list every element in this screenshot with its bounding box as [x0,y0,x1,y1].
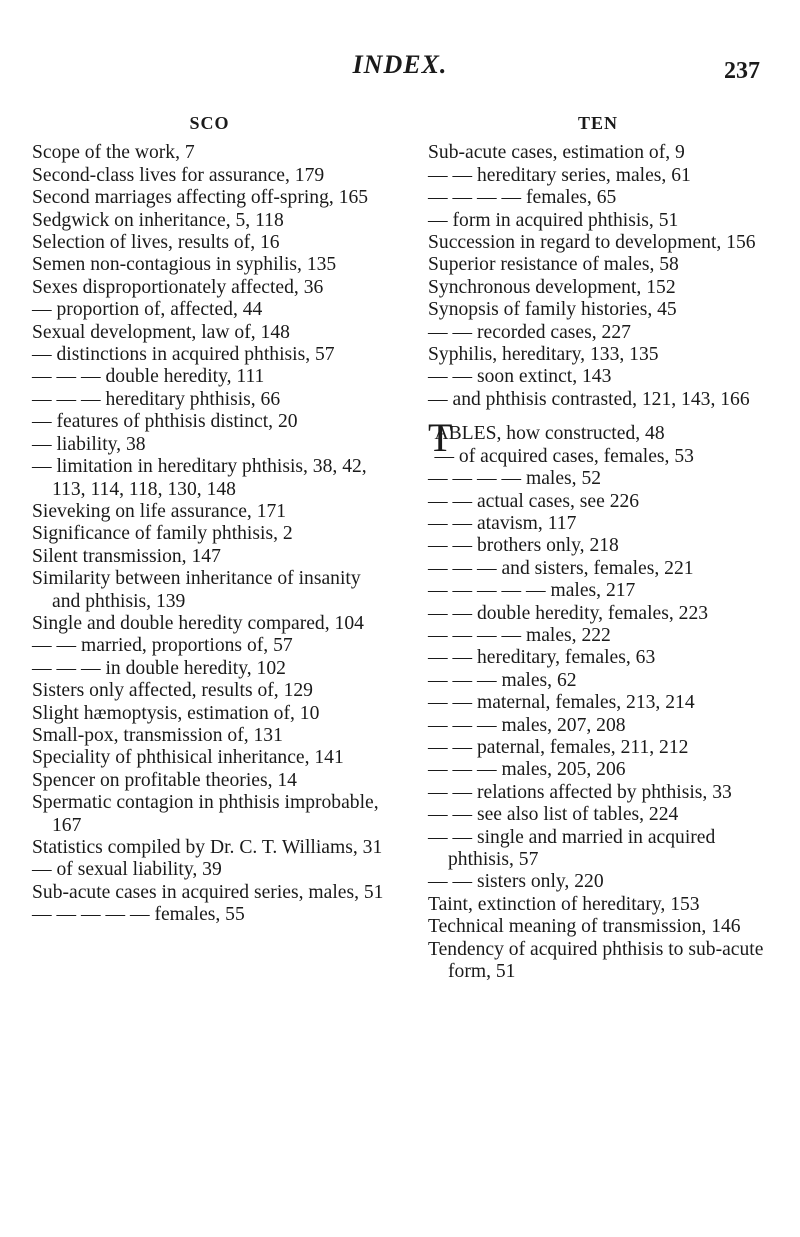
index-entry: — and phthisis contrasted, 121, 143, 166 [428,388,750,410]
index-entry: — — actual cases, see 226 [428,490,640,512]
index-entry: — — paternal, females, 211, 212 [428,736,689,758]
index-entry: — of sexual liability, 39 [32,859,222,881]
index-entry: — features of phthisis distinct, 20 [32,411,298,433]
index-entry: Sieveking on life assurance, 171 [32,500,287,522]
index-entry: Spencer on profitable theories, 14 [32,769,297,791]
index-entry: Significance of family phthisis, 2 [32,523,293,545]
index-entry: — — married, proportions of, 57 [32,635,293,657]
index-entry: — liability, 38 [32,433,146,455]
right-column-heading: TEN [577,113,618,133]
index-entry: — form in acquired phthisis, 51 [428,209,679,231]
index-entry: Sedgwick on inheritance, 5, 118 [32,209,284,231]
index-entry: — distinctions in acquired phthisis, 57 [32,344,335,366]
right-entry-list-s [428,142,768,411]
index-entry: Technical meaning of transmission, 146 [428,916,741,938]
index-entry: — — — — — males, 217 [428,580,636,602]
index-entry: — — — — males, 222 [428,624,611,646]
right-column [428,112,768,983]
index-entry: TABLES, how constructed, 48 [428,415,665,461]
index-entry: — — brothers only, 218 [428,535,619,557]
index-entry: Sexual development, law of, 148 [32,321,290,343]
left-column [32,112,387,927]
index-entry: — limitation in hereditary phthisis, 38, 42, 113, 114, 118, 130, 148 [32,456,367,500]
index-entry: Slight hæmoptysis, estimation of, 10 [32,702,320,724]
left-entry-list [32,142,387,926]
index-entry: — — — males, 207, 208 [428,714,626,736]
index-entry: — — — — males, 52 [428,468,602,490]
index-entry: Sub-acute cases, estimation of, 9 [428,142,685,164]
index-entry: — — hereditary series, males, 61 [428,164,691,186]
index-entry: Similarity between inheritance of insanity and phthisis, 139 [32,568,361,612]
index-entry: Synopsis of family histories, 45 [428,299,677,321]
index-entry: Synchronous development, 152 [428,276,676,298]
index-entry: Spermatic contagion in phthisis improbable, 167 [32,792,379,836]
page-header [0,50,800,90]
index-entry: — — atavism, 117 [428,512,577,534]
index-entry: Sub-acute cases in acquired series, males, 51 [32,881,384,903]
index-entry: Syphilis, hereditary, 133, 135 [428,344,659,366]
index-entry: Selection of lives, results of, 16 [32,232,280,254]
index-entry: Succession in regard to development, 156 [428,232,756,254]
section-gap [428,411,768,423]
index-entry: Taint, extinction of hereditary, 153 [428,893,700,915]
index-entry: — — — males, 205, 206 [428,759,626,781]
index-entry: — — hereditary, females, 63 [428,647,656,669]
index-entry: — — relations affected by phthisis, 33 [428,781,732,803]
index-entry: Second-class lives for assurance, 179 [32,164,325,186]
index-entry: Speciality of phthisical inheritance, 141 [32,747,344,769]
index-entry: — — — and sisters, females, 221 [428,557,694,579]
index-entry: — of acquired cases, females, 53 [434,445,694,467]
index-entry: Semen non-contagious in syphilis, 135 [32,254,337,276]
index-entry: — — sisters only, 220 [428,871,604,893]
index-entry: — — double heredity, females, 223 [428,602,709,624]
index-entry: — — see also list of tables, 224 [428,804,679,826]
index-entry: — — recorded cases, 227 [428,321,631,343]
index-entry: Second marriages affecting off-spring, 165 [32,187,369,209]
index-entry: Silent transmission, 147 [32,545,221,567]
page-number: 237 [724,58,760,84]
index-entry: — — — double heredity, 111 [32,366,265,388]
index-entry: Tendency of acquired phthisis to sub-acute form, 51 [428,938,764,983]
index-entry: Statistics compiled by Dr. C. T. Williams, 31 [32,837,383,858]
index-entry: — — soon extinct, 143 [428,366,612,388]
index-entry: — proportion of, affected, 44 [32,299,263,321]
index-entry: Single and double heredity compared, 104 [32,612,364,634]
index-entry: — — — hereditary phthisis, 66 [32,388,281,410]
index-entry: Small-pox, transmission of, 131 [32,724,283,746]
right-entry-list-t [428,415,768,983]
index-entry: — — — — females, 65 [428,187,617,209]
index-entry: Sisters only affected, results of, 129 [32,680,313,702]
index-entry: Scope of the work, 7 [32,142,195,164]
index-entry: — — — in double heredity, 102 [32,657,286,679]
index-entry: — — single and married in acquired phthisis, 57 [428,826,716,870]
index-entry: — — — males, 62 [428,669,577,691]
index-entry: — — — — — females, 55 [32,904,245,926]
left-column-heading: SCO [189,113,230,133]
index-entry: Sexes disproportionately affected, 36 [32,276,324,298]
index-entry: Superior resistance of males, 58 [428,254,679,276]
index-entry: — — maternal, females, 213, 214 [428,692,695,714]
page-title: INDEX. [352,50,448,79]
